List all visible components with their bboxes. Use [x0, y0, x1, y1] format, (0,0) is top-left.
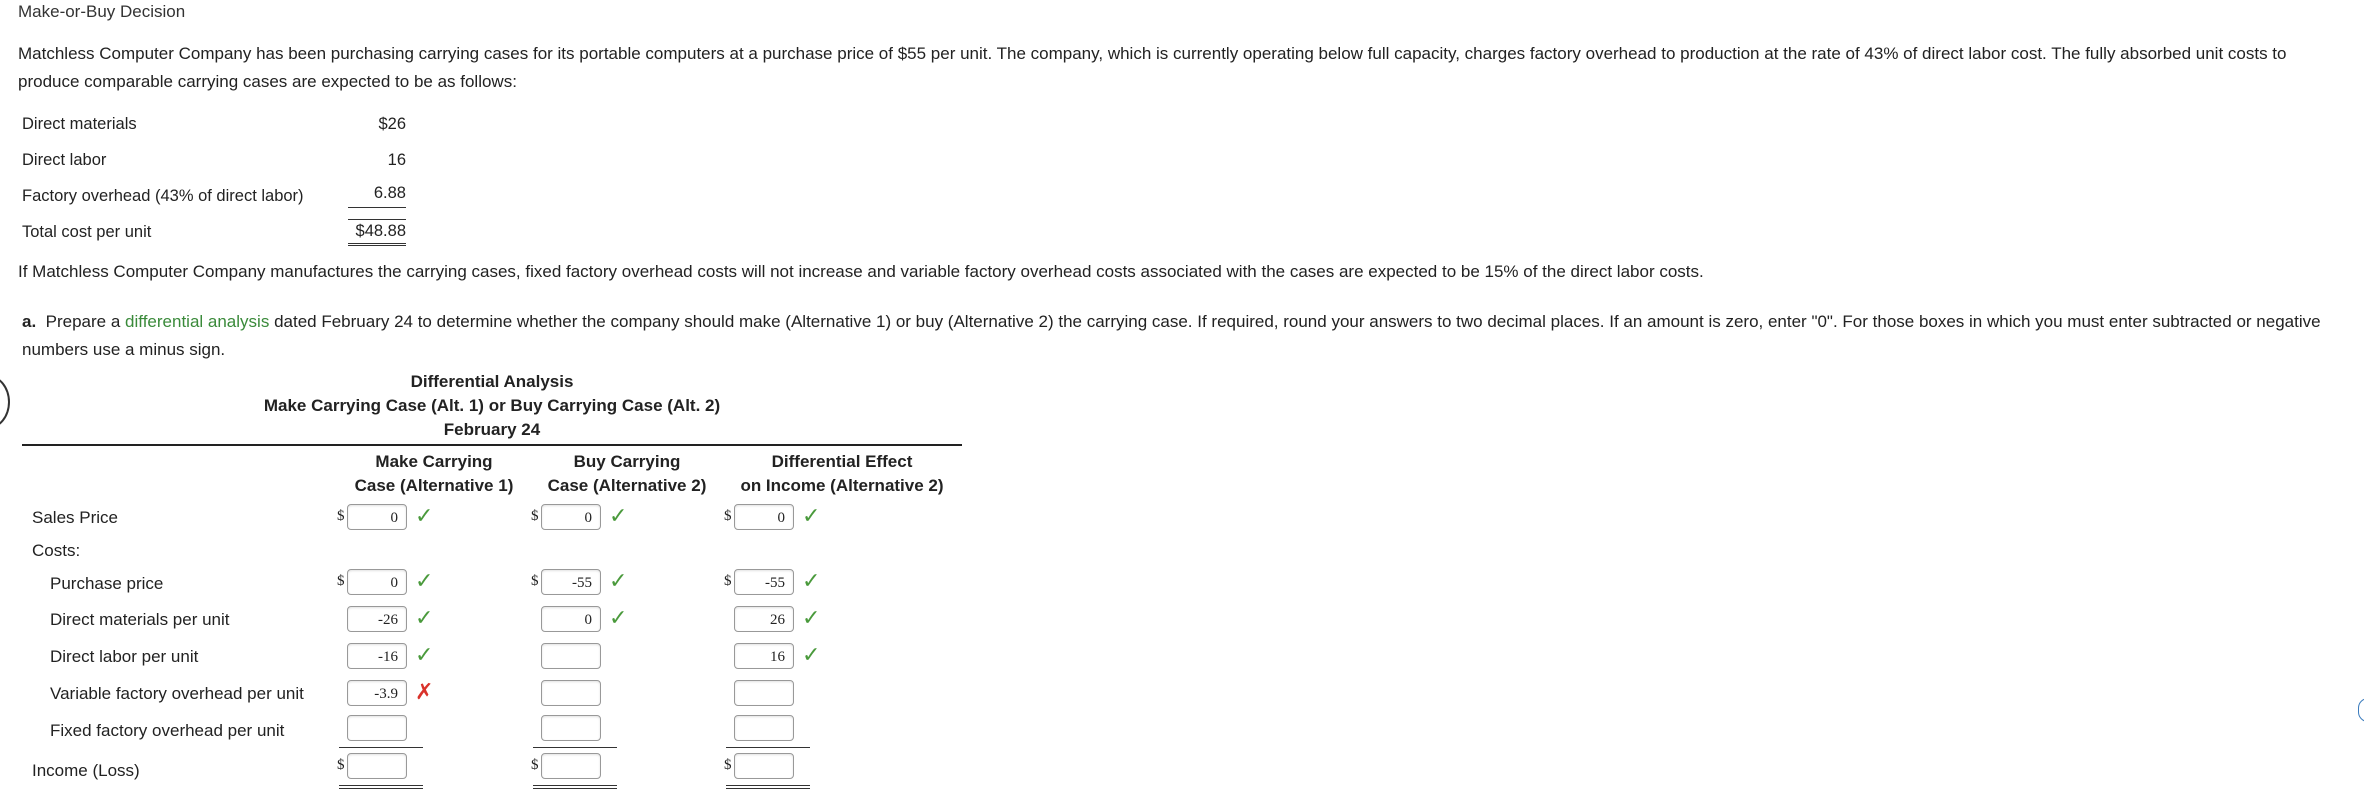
check-icon: ✓: [802, 605, 821, 630]
sales-price-diff-input[interactable]: 0: [734, 504, 794, 530]
differential-analysis-link[interactable]: differential analysis: [125, 312, 270, 331]
unit-cost-row: [22, 106, 406, 142]
check-icon: ✓: [802, 568, 821, 593]
question-letter: a.: [22, 312, 37, 331]
purchase-price-buy-input[interactable]: -55: [541, 569, 601, 595]
direct-materials-make-input[interactable]: -26: [347, 606, 407, 632]
edge-handle-fragment: [2358, 698, 2364, 722]
dollar-sign: $: [337, 508, 345, 524]
purchase-price-diff-input[interactable]: -55: [734, 569, 794, 595]
fixed-overhead-buy-input[interactable]: [541, 715, 601, 741]
question-text-rest: dated February 24 to determine whether the company should make (Alternative 1) or buy (Alternative 2) the carrying case. If required, round your answers to two decimal places. If an amount is zero, enter "0". For those boxes in which you must enter subtracted or negative numbers use a minus sign.: [22, 312, 2321, 359]
check-icon: ✓: [802, 642, 821, 667]
unit-cost-row: [22, 214, 406, 250]
row-label-fixed-overhead: Fixed factory overhead per unit: [50, 721, 285, 740]
row-label-direct-materials: Direct materials per unit: [50, 610, 230, 629]
direct-labor-make-input[interactable]: -16: [347, 643, 407, 669]
dollar-sign: $: [531, 573, 539, 589]
heading-rule: [22, 444, 962, 446]
unit-cost-table: [22, 106, 406, 250]
cost-label: Factory overhead (43% of direct labor): [22, 186, 304, 205]
cost-value: 16: [387, 150, 406, 169]
dollar-sign: $: [724, 757, 732, 773]
check-icon: ✓: [609, 605, 628, 630]
check-icon: ✓: [802, 503, 821, 528]
check-icon: ✓: [609, 503, 628, 528]
unit-cost-row: [22, 142, 406, 178]
cost-label: Direct materials: [22, 114, 137, 133]
row-label-sales-price: Sales Price: [32, 508, 118, 527]
direct-materials-buy-input[interactable]: 0: [541, 606, 601, 632]
analysis-subheading: Make Carrying Case (Alt. 1) or Buy Carrying Case (Alt. 2): [263, 396, 721, 415]
cost-value: $48.88: [348, 219, 406, 246]
dollar-sign: $: [531, 508, 539, 524]
check-icon: ✓: [415, 503, 434, 528]
dollar-sign: $: [337, 573, 345, 589]
income-diff-input[interactable]: [734, 753, 794, 779]
dollar-sign: $: [724, 508, 732, 524]
dollar-sign: $: [724, 573, 732, 589]
page-title: Make-or-Buy Decision: [18, 2, 186, 21]
fixed-overhead-diff-input[interactable]: [734, 715, 794, 741]
cost-value: $26: [378, 114, 406, 133]
total-double-underline: [533, 785, 617, 789]
variable-overhead-diff-input[interactable]: [734, 680, 794, 706]
row-label-direct-labor: Direct labor per unit: [50, 647, 199, 666]
cost-value: 6.88: [348, 184, 406, 208]
total-double-underline: [726, 785, 810, 789]
income-make-input[interactable]: [347, 753, 407, 779]
column-header-differential: Differential Effect on Income (Alternative 2): [740, 452, 944, 495]
direct-materials-diff-input[interactable]: 26: [734, 606, 794, 632]
question-a: [22, 308, 2342, 364]
sales-price-make-input[interactable]: 0: [347, 504, 407, 530]
subtotal-underline: [533, 747, 617, 748]
row-label-variable-overhead: Variable factory overhead per unit: [50, 684, 304, 703]
question-text-start: Prepare a: [45, 312, 121, 331]
direct-labor-diff-input[interactable]: 16: [734, 643, 794, 669]
cost-label: Direct labor: [22, 150, 107, 169]
check-icon: ✓: [415, 642, 434, 667]
income-buy-input[interactable]: [541, 753, 601, 779]
check-icon: ✓: [415, 568, 434, 593]
cross-icon: ✗: [415, 679, 434, 704]
row-label-purchase-price: Purchase price: [50, 574, 164, 593]
dollar-sign: $: [531, 757, 539, 773]
overhead-note-paragraph: If Matchless Computer Company manufactures the carrying cases, fixed factory overhead costs will not increase and variable factory overhead costs associated with the cases are expected to be 15% of the direct labor costs.: [18, 262, 1704, 281]
column-header-buy: Buy Carrying Case (Alternative 2): [547, 452, 707, 495]
variable-overhead-make-input[interactable]: -3.9: [347, 680, 407, 706]
fixed-overhead-make-input[interactable]: [347, 715, 407, 741]
check-icon: ✓: [609, 568, 628, 593]
subtotal-underline: [726, 747, 810, 748]
check-icon: ✓: [415, 605, 434, 630]
edge-circle-fragment: [0, 375, 10, 429]
unit-cost-row: [22, 178, 406, 214]
analysis-date: February 24: [443, 420, 541, 439]
row-label-income-loss: Income (Loss): [32, 761, 140, 780]
intro-paragraph: Matchless Computer Company has been purchasing carrying cases for its portable computers at a purchase price of $55 per unit. The company, which is currently operating below full capacity, charges factory overhead to production at the rate of 43% of direct labor cost. The fully absorbed unit costs to produce comparable carrying cases are expected to be as follows:: [18, 44, 2287, 91]
direct-labor-buy-input[interactable]: [541, 643, 601, 669]
purchase-price-make-input[interactable]: 0: [347, 569, 407, 595]
column-header-make: Make Carrying Case (Alternative 1): [354, 452, 514, 495]
dollar-sign: $: [337, 757, 345, 773]
analysis-heading: Differential Analysis: [410, 372, 574, 391]
total-double-underline: [339, 785, 423, 789]
cost-label: Total cost per unit: [22, 222, 152, 241]
subtotal-underline: [339, 747, 423, 748]
row-label-costs: Costs:: [32, 541, 81, 560]
variable-overhead-buy-input[interactable]: [541, 680, 601, 706]
sales-price-buy-input[interactable]: 0: [541, 504, 601, 530]
